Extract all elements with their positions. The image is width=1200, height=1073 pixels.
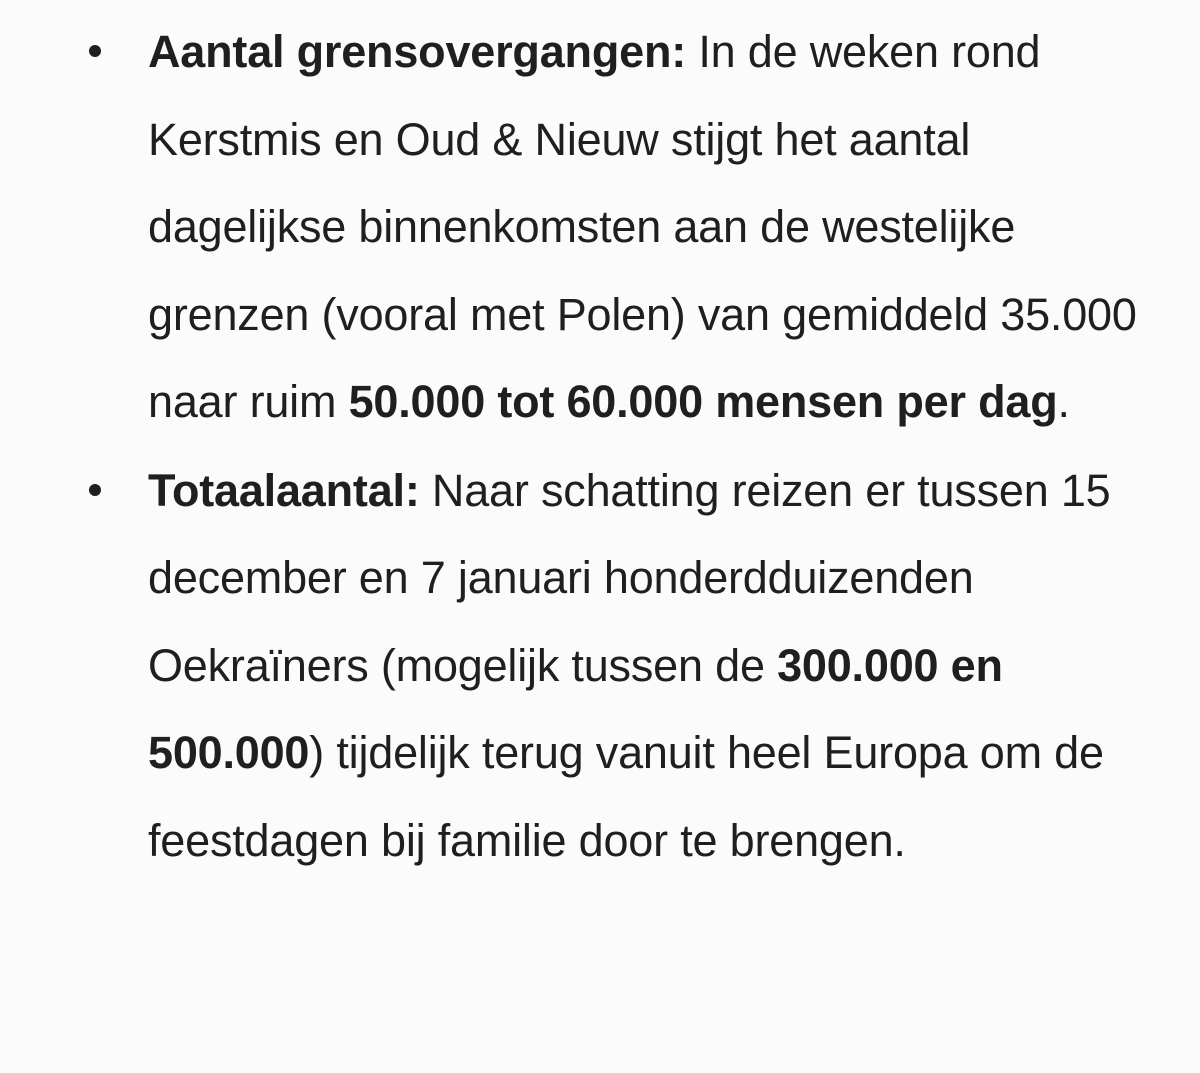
list-item	[0, 8, 1200, 446]
item-text: Naar schatting reizen er tussen 15 december en 7 januari honderdduizenden Oekraïners (mogelijk tussen de	[148, 464, 1111, 691]
bullet-list	[0, 8, 1200, 884]
item-label: Totaalaantal:	[148, 464, 420, 516]
bullet-icon	[89, 45, 101, 57]
item-text: In de weken rond Kerstmis en Oud & Nieuw stijgt het aantal dagelijkse binnenkomsten aan de westelijke grenzen (vooral met Polen) van gemiddeld 35.000 naar ruim	[148, 26, 1137, 427]
item-bold-text: 50.000 tot 60.000 mensen per dag	[348, 376, 1058, 427]
bullet-icon	[89, 484, 101, 496]
item-text-end: ) tijdelijk terug vanuit heel Europa om de feestdagen bij familie door te brengen.	[148, 727, 1104, 866]
list-item	[0, 447, 1200, 885]
item-bold-text: 300.000 en 500.000	[148, 639, 1003, 778]
item-text-end: .	[1057, 376, 1070, 427]
item-label: Aantal grensovergangen:	[148, 26, 687, 77]
